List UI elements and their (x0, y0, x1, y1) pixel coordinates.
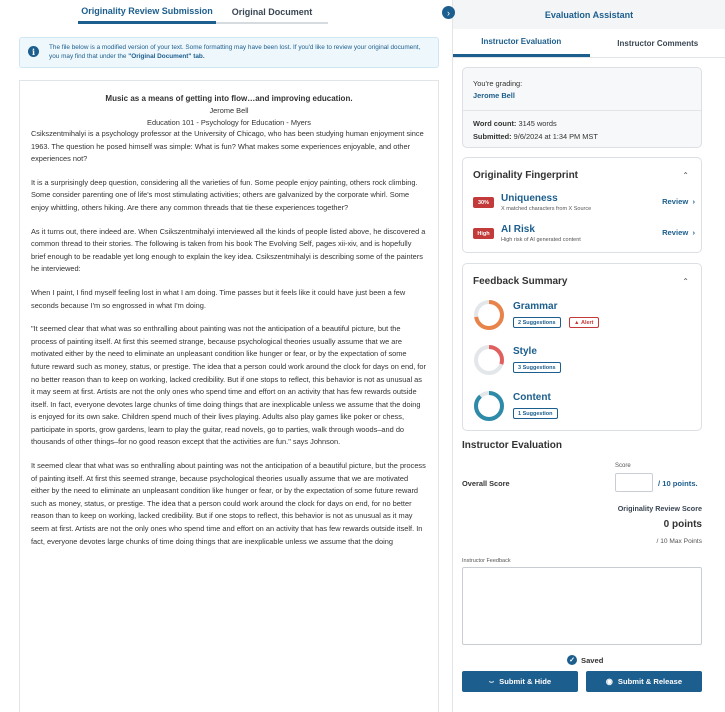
document-author: Jerome Bell (209, 106, 249, 115)
saved-status: ✓ Saved (567, 655, 603, 665)
student-name: Jerome Bell (473, 91, 515, 100)
collapse-panel-button[interactable] (442, 6, 455, 19)
document-tabs (78, 0, 328, 24)
eye-hidden-icon: ⌣ (488, 676, 495, 686)
document-paragraph: It is a surprisingly deep question, considering all the varieties of fun. Some people enjoy painting, others rock climbing. Some consider parenting one of life's most stimulating activities; others are galvanized by the corporate whirl. Some enjoy whittling, others hiking. Are there any common threads that tie these experiences together? (31, 177, 418, 212)
word-count: Word count: 3145 words (473, 119, 557, 128)
uniqueness-label: Uniqueness (501, 193, 558, 204)
ai-risk-label: AI Risk (501, 224, 535, 235)
document-title: Music as a means of getting into flow…and improving education. (105, 94, 353, 103)
ai-risk-badge: High (473, 228, 494, 239)
fingerprint-item-uniqueness (473, 193, 695, 215)
score-input[interactable] (615, 473, 653, 492)
content-label: Content (513, 392, 551, 403)
tab-original-document[interactable]: Original Document (231, 7, 313, 17)
check-circle-icon: ✓ (567, 655, 577, 665)
style-label: Style (513, 346, 537, 357)
submit-hide-button[interactable]: ⌣ Submit & Hide (462, 671, 578, 692)
document-paragraph: It seemed clear that what was so enthralling about painting was not the anticipation of a beautiful picture, but the process of painting itself. At first this seemed strange, because psychological theories usually assume that we are motivated either by the need to eliminate an unpleasant condition like hunger or fear, or by the expectation of some future reward such as money, status, or prestige. The idea that a person could work around the clock for days on end, for no better reason than to keep on working, lacked credibility. But if one stops to reflect, this behavior is not as unusual as it may seem at first. Artists are not the only ones who spend time and effort on an activity that has few rewards outside itself. In fact, everyone devotes large chunks of time doing things that are inexplicable unless we assume that the doing (31, 461, 426, 546)
instructor-evaluation-title: Instructor Evaluation (462, 440, 563, 451)
document-paragraph: As it turns out, there indeed are. When Csikszentmihalyi interviewed all the kinds of people listed above, he discovered a common thread to their stories. The following is taken from his book The Evolving Self, pages xii-xiv, and is hopefully brief enough to be readable yet long enough to explain the key idea. Csikszentmihalyi is describing some of the painters he interviewed: (31, 226, 426, 274)
grammar-suggestions-chip[interactable]: 2 Suggestions (513, 317, 561, 328)
grading-label: You're grading: (473, 79, 523, 88)
notice-text: The file below is a modified version of your text. Some formatting may have been lost. If you'd like to review your original document, you may find that under the "Original Document" tab. (49, 44, 421, 60)
eye-icon: ◉ (605, 677, 613, 686)
document-viewer[interactable] (19, 80, 439, 712)
grammar-label: Grammar (513, 301, 558, 312)
instructor-feedback-textarea[interactable] (462, 567, 702, 645)
fingerprint-title: Originality Fingerprint (473, 170, 579, 181)
overall-score-label: Overall Score (462, 479, 510, 488)
style-suggestions-chip[interactable]: 3 Suggestions (513, 362, 561, 373)
review-uniqueness-button[interactable]: Review › (662, 197, 695, 206)
grading-card (462, 67, 702, 148)
grammar-alert-chip[interactable]: ▲ Alert (569, 317, 599, 328)
info-icon: i (28, 46, 39, 57)
evaluation-tabs (453, 29, 725, 58)
ai-risk-desc: High risk of AI generated content (501, 237, 581, 243)
tab-originality-review-submission[interactable]: Originality Review Submission (78, 0, 216, 24)
content-suggestions-chip[interactable]: 1 Suggestion (513, 408, 558, 419)
chevron-right-icon: › (447, 7, 450, 18)
document-course: Education 101 - Psychology for Education - Myers (147, 117, 311, 127)
originality-review-score-max: / 10 Max Points (656, 538, 702, 545)
grammar-progress-ring (473, 299, 505, 331)
instructor-feedback-label: Instructor Feedback (462, 558, 511, 564)
fingerprint-item-ai-risk (473, 224, 695, 246)
score-out-of: / 10 points. (658, 479, 698, 488)
tab-instructor-evaluation[interactable]: Instructor Evaluation (453, 29, 590, 57)
originality-review-score-value: 0 points (663, 519, 702, 530)
feedback-summary-title: Feedback Summary (473, 276, 568, 287)
feedback-item-content[interactable] (473, 390, 695, 424)
content-progress-ring (473, 390, 505, 422)
chevron-right-icon: › (690, 228, 695, 237)
document-header (20, 93, 438, 128)
evaluation-assistant-panel (452, 0, 725, 712)
uniqueness-badge: 30% (473, 197, 494, 208)
review-ai-risk-button[interactable]: Review › (662, 228, 695, 237)
chevron-right-icon: › (690, 197, 695, 206)
document-paragraph: "It seemed clear that what was so enthralling about painting was not the anticipation of a beautiful picture, but the process of painting itself. At first this seemed strange, because psychological theories usually assume that we are motivated either by the need to eliminate an unpleasant condition like hunger or fear, or by the expectation of some future reward such as money, status, or prestige. The idea that a person could work around the clock for days on end, for no better reason than to keep on working, lacked credibility. But if one stops to reflect, this behavior is not as unusual as it may seem at first. Artists are not the only ones who spend time and effort on an activity that has few rewards outside itself. In fact, everyone devotes large chunks of time doing things that are inexplicable unless we assume that the doing is enjoyed for its own sake. Children spend much of their lives playing. Adults also play games like poker or chess, participate in sports, grow gardens, learn to play the guitar, read novels, go to parties, walk through woods–and do thousands of other things–for no good reason except that the activities are fun." says Johnson. (31, 324, 426, 447)
originality-fingerprint-card (462, 157, 702, 253)
feedback-item-style[interactable] (473, 344, 695, 378)
chevron-up-icon[interactable]: ⌃ (682, 171, 689, 180)
document-paragraph: When I paint, I find myself feeling lost in what I am doing. Time passes but it feels like it could have just been a few seconds because I'm so engrossed in what I'm doing. (31, 287, 406, 310)
uniqueness-desc: X matched characters from X Source (501, 206, 592, 212)
chevron-up-icon[interactable]: ⌃ (682, 277, 689, 286)
original-document-link[interactable]: "Original Document" tab. (128, 53, 205, 60)
divider (463, 110, 701, 111)
warning-icon: ▲ (574, 319, 581, 326)
submitted-date: Submitted: 9/6/2024 at 1:34 PM MST (473, 132, 598, 141)
score-label: Score (615, 463, 631, 469)
originality-review-score-label: Originality Review Score (617, 504, 702, 513)
modified-notice (19, 37, 439, 68)
panel-title: Evaluation Assistant (453, 0, 725, 29)
tab-instructor-comments[interactable]: Instructor Comments (617, 38, 699, 48)
document-paragraph: Csikszentmihalyi is a psychology professor at the University of Chicago, who has been studying human enjoyment since 1963. The question he posed himself was simple: What is fun? What makes some experiences enjoyable, and other experiences not? (31, 129, 424, 164)
feedback-summary-card (462, 263, 702, 431)
submit-release-button[interactable]: ◉ Submit & Release (586, 671, 702, 692)
feedback-item-grammar[interactable] (473, 299, 695, 333)
style-progress-ring (473, 344, 505, 376)
